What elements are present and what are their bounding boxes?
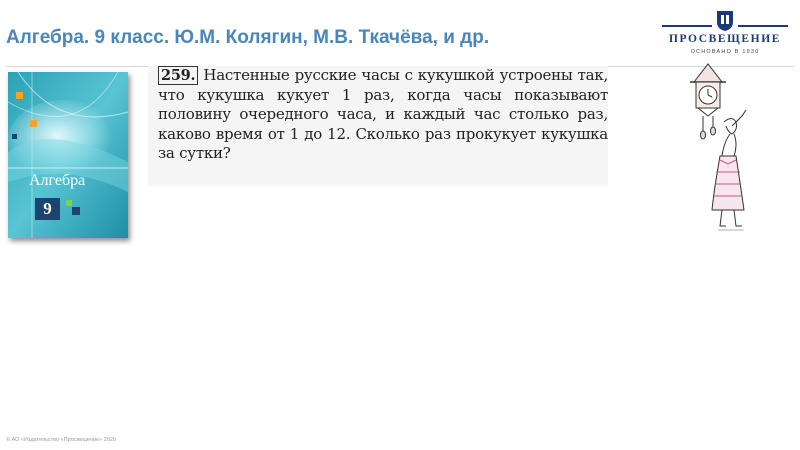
publisher-name: ПРОСВЕЩЕНИЕ (668, 33, 782, 45)
publisher-emblem-icon (716, 10, 734, 32)
problem-text: Настенные русские часы с кукушкой устроены так, что кукушка кукует 1 раз, когда часы показывают половину очередного часа, и каждый час столько раз, каково время от 1 до 12. Сколько раз прокукует кукушка за сутки? (158, 66, 608, 162)
problem-number: 259. (158, 66, 198, 85)
cover-art (8, 72, 128, 238)
publisher-founded: ОСНОВАНО В 1930 (690, 49, 760, 55)
copyright-footer: © АО «Издательство «Просвещение» 2020 (6, 437, 116, 443)
cover-title: Алгебра (29, 172, 86, 189)
page-title: Алгебра. 9 класс. Ю.М. Колягин, М.В. Ткачёва, и др. (6, 27, 490, 48)
problem-statement (158, 66, 608, 164)
logo-rule-right (738, 25, 788, 27)
book-cover (8, 72, 128, 238)
problem-block (148, 66, 608, 186)
publisher-logo (660, 8, 790, 58)
cuckoo-clock-illustration (672, 60, 762, 240)
logo-rule-left (662, 25, 712, 27)
cover-grade-badge: 9 (35, 198, 60, 220)
